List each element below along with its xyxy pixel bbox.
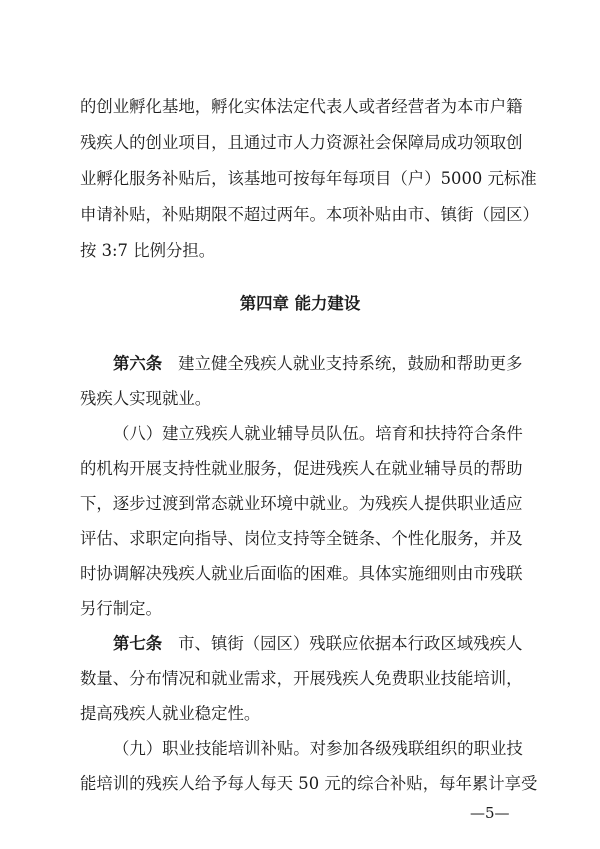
paragraph-line: 的创业孵化基地，孵化实体法定代表人或者经营者为本市户籍 xyxy=(80,97,523,116)
paragraph-line: 业孵化服务补贴后，该基地可按每年每项目（户）5000 元标准 xyxy=(80,169,537,188)
article-6-line xyxy=(113,353,523,375)
item-8-line: 另行制定。 xyxy=(80,599,162,618)
article-7-line: 提高残疾人就业稳定性。 xyxy=(80,704,261,723)
article-7-line: 数量、分布情况和就业需求，开展残疾人免费职业技能培训， xyxy=(80,669,523,688)
paragraph-line: 残疾人的创业项目，且通过市人力资源社会保障局成功领取创 xyxy=(80,133,523,152)
paragraph-line: 申请补贴，补贴期限不超过两年。本项补贴由市、镇街（园区） xyxy=(80,205,539,224)
item-8-line: 评估、求职定向指导、岗位支持等全链条、个性化服务，并及 xyxy=(80,529,523,548)
article-7-line xyxy=(113,633,523,655)
item-9-line: 能培训的残疾人给予每人每天 50 元的综合补贴，每年累计享受 xyxy=(80,774,538,793)
article-6-text: 建立健全残疾人就业支持系统，鼓励和帮助更多 xyxy=(178,354,523,373)
article-7-text: 市、镇街（园区）残联应依据本行政区域残疾人 xyxy=(178,634,523,653)
item-8-line: 下，逐步过渡到常态就业环境中就业。为残疾人提供职业适应 xyxy=(80,494,523,513)
article-6-line: 残疾人实现就业。 xyxy=(80,389,212,408)
item-8-line: 的机构开展支持性就业服务，促进残疾人在就业辅导员的帮助 xyxy=(80,459,523,478)
item-8-line: 时协调解决残疾人就业后面临的困难。具体实施细则由市残联 xyxy=(80,564,523,583)
page-number: —5— xyxy=(470,804,510,822)
item-9-line: （九）职业技能培训补贴。对参加各级残联组织的职业技 xyxy=(113,739,523,758)
item-8-line: （八）建立残疾人就业辅导员队伍。培育和扶持符合条件 xyxy=(113,424,523,443)
paragraph-line: 按 3:7 比例分担。 xyxy=(80,241,216,260)
article-7-label: 第七条 xyxy=(113,634,163,653)
chapter-heading: 第四章 能力建设 xyxy=(239,294,361,313)
article-6-label: 第六条 xyxy=(113,354,163,373)
